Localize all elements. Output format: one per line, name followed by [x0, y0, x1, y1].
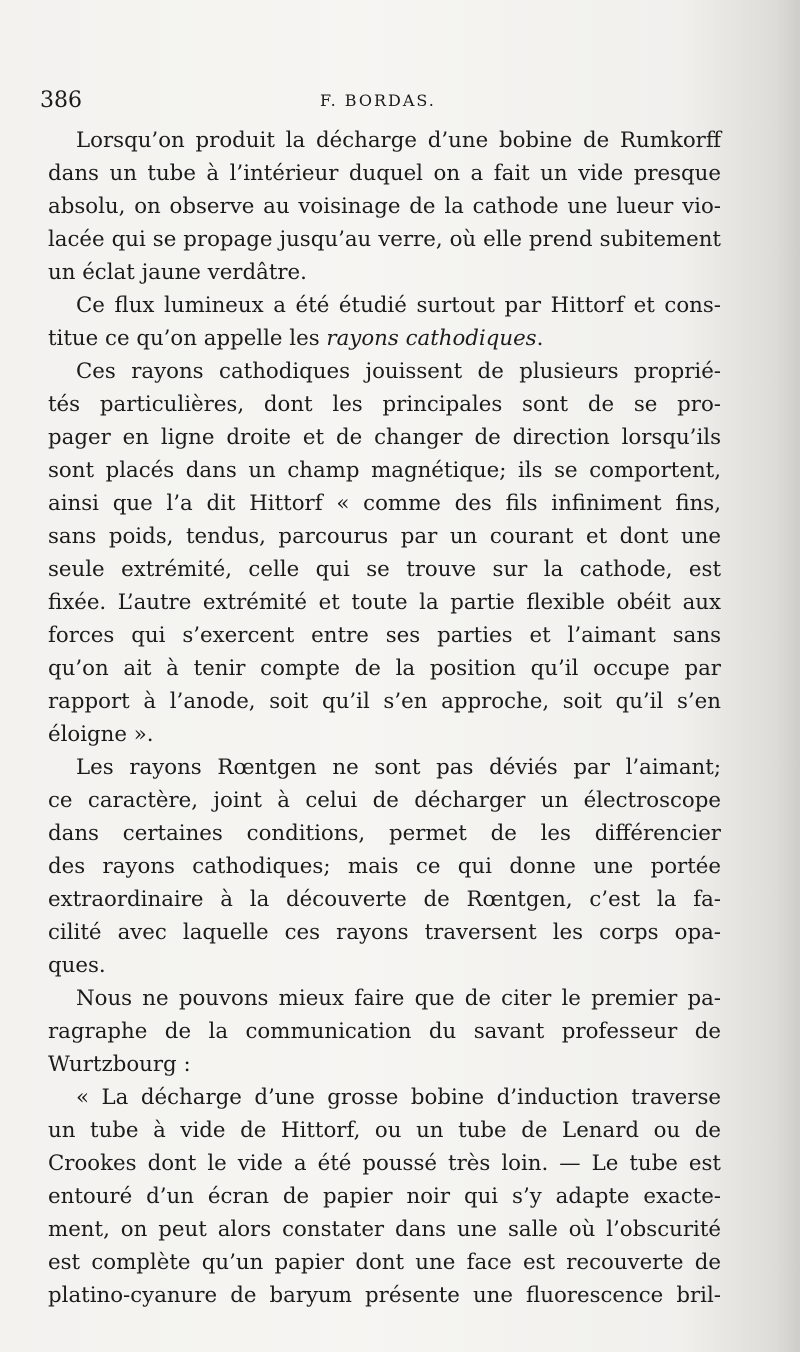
text-line: ques. [48, 953, 106, 978]
paragraph [48, 1081, 721, 1312]
text-line: est complète qu’un papier dont une face est recouverte de [48, 1250, 721, 1275]
text-line: ment, on peut alors constater dans une salle où l’obscurité [48, 1217, 721, 1242]
italic-term: rayons cathodiques [326, 326, 537, 351]
text-line: Lorsqu’on produit la décharge d’une bobine de Rumkorff [76, 128, 721, 153]
running-head-author: F. BORDAS. [320, 91, 436, 110]
text-line: un tube à vide de Hittorf, ou un tube de Lenard ou de [48, 1118, 721, 1143]
text-line: Ce flux lumineux a été étudié surtout par Hittorf et cons- [76, 293, 721, 318]
text-line: dans certaines conditions, permet de les différencier [48, 821, 721, 846]
text-line: des rayons cathodiques; mais ce qui donne une portée [48, 854, 721, 879]
text-line: sans poids, tendus, parcourus par un courant et dont une [48, 524, 721, 549]
paragraph [48, 289, 721, 355]
text-line: Nous ne pouvons mieux faire que de citer le premier pa- [76, 986, 721, 1011]
page-header [40, 88, 730, 118]
text-run: . [536, 326, 544, 351]
paragraph [48, 982, 721, 1081]
text-line: fixée. L’autre extrémité et toute la partie flexible obéit aux [48, 590, 721, 615]
body-text [48, 124, 721, 1312]
text-line: sont placés dans un champ magnétique; ils se comportent, [48, 458, 721, 483]
text-line: absolu, on observe au voisinage de la cathode une lueur vio- [48, 194, 721, 219]
text-line: « La décharge d’une grosse bobine d’induction traverse [76, 1085, 721, 1110]
paragraph [48, 124, 721, 289]
text-line: un éclat jaune verdâtre. [48, 260, 307, 285]
text-line: ce caractère, joint à celui de décharger un électroscope [48, 788, 721, 813]
text-line [48, 322, 721, 355]
text-line: platino-cyanure de baryum présente une fluorescence bril- [48, 1283, 721, 1308]
page-number: 386 [40, 88, 82, 113]
text-line: ragraphe de la communication du savant professeur de [48, 1019, 721, 1044]
text-line: dans un tube à l’intérieur duquel on a fait un vide presque [48, 161, 721, 186]
paragraph [48, 355, 721, 751]
text-line: tés particulières, dont les principales sont de se pro- [48, 392, 721, 417]
text-line: seule extrémité, celle qui se trouve sur la cathode, est [48, 557, 721, 582]
paragraph [48, 751, 721, 982]
text-run: titue ce qu’on appelle les [48, 326, 327, 351]
text-line: lacée qui se propage jusqu’au verre, où elle prend subitement [48, 227, 721, 252]
text-line: entouré d’un écran de papier noir qui s’y adapte exacte- [48, 1184, 721, 1209]
text-line: Wurtzbourg : [48, 1052, 191, 1077]
text-line: éloigne ». [48, 722, 154, 747]
text-line: qu’on ait à tenir compte de la position qu’il occupe par [48, 656, 721, 681]
text-line: rapport à l’anode, soit qu’il s’en approche, soit qu’il s’en [48, 689, 721, 714]
text-line: forces qui s’exercent entre ses parties et l’aimant sans [48, 623, 721, 648]
text-line: extraordinaire à la découverte de Rœntgen, c’est la fa- [48, 887, 721, 912]
text-line: cilité avec laquelle ces rayons traversent les corps opa- [48, 920, 721, 945]
text-line: Les rayons Rœntgen ne sont pas déviés par l’aimant; [76, 755, 721, 780]
text-line: Crookes dont le vide a été poussé très loin. — Le tube est [48, 1151, 721, 1176]
text-line: pager en ligne droite et de changer de direction lorsqu’ils [48, 425, 721, 450]
text-line: Ces rayons cathodiques jouissent de plusieurs proprié- [76, 359, 721, 384]
text-line: ainsi que l’a dit Hittorf « comme des fils infiniment fins, [48, 491, 721, 516]
